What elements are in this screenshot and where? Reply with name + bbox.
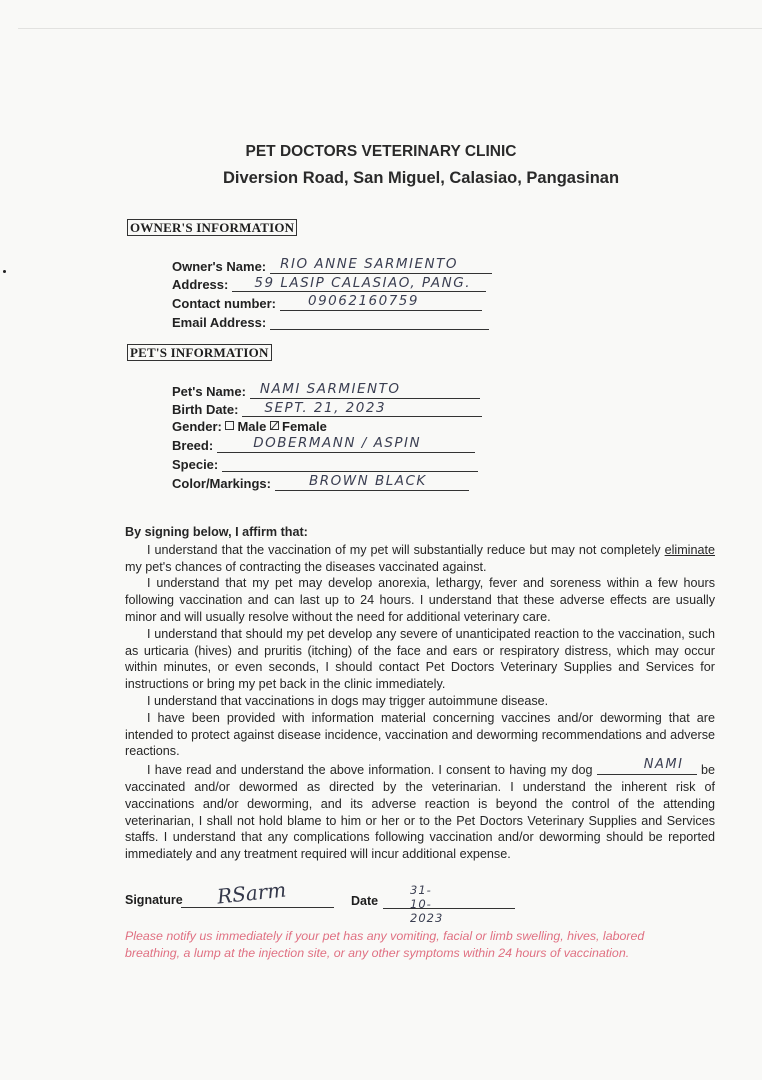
clinic-address: Diversion Road, San Miguel, Calasiao, Pangasinan xyxy=(222,169,620,187)
specie-label: Specie: xyxy=(172,457,219,472)
affirmation-paragraph-4: I understand that vaccinations in dogs may trigger autoimmune disease. xyxy=(147,693,549,708)
pet-info-heading: PET'S INFORMATION xyxy=(127,344,272,361)
affirmation-p1-underlined: eliminate xyxy=(664,542,715,557)
breed-label: Breed: xyxy=(172,438,214,453)
pet-name-value: NAMI SARMIENTO xyxy=(259,381,401,397)
affirmation-lead: By signing below, I affirm that: xyxy=(125,525,308,539)
affirmation-paragraph-3: I understand that should my pet develop any severe of unanticipated reaction to the vaccination, such as urticaria (hives) and pruritis (itching) of the face and ears or respiratory distress, which may occur within minutes, or even seconds, I should contact Pet Doctors Veterinary Supplies and Services for instructions or bring my pet back in the clinic immediately. xyxy=(125,626,715,692)
birth-date-label: Birth Date: xyxy=(172,402,239,417)
address-line xyxy=(232,274,486,292)
female-label: Female xyxy=(282,419,327,434)
male-label: Male xyxy=(237,419,267,434)
affirmation-paragraph-6 xyxy=(125,757,715,863)
date-value: 31-10-2023 xyxy=(410,883,444,925)
contact-label: Contact number: xyxy=(172,296,276,311)
affirmation-block xyxy=(125,524,715,863)
email-field xyxy=(172,312,489,330)
contact-line xyxy=(280,293,482,311)
gender-field xyxy=(172,419,327,434)
owner-info-heading: OWNER'S INFORMATION xyxy=(127,219,297,236)
signature-line xyxy=(181,907,334,908)
color-value: BROWN BLACK xyxy=(308,473,427,489)
address-field xyxy=(172,274,486,292)
pet-name-field xyxy=(172,381,480,399)
notify-notice: Please notify us immediately if your pet has any vomiting, facial or limb swelling, hives, labored breathing, a lump at the injection site, or any other symptoms within 24 hours of vaccination. xyxy=(125,929,645,960)
date-line xyxy=(383,908,515,909)
page-edge xyxy=(18,28,762,29)
pet-name-line xyxy=(250,381,480,399)
birth-date-line xyxy=(242,399,482,417)
owner-name-line xyxy=(270,256,492,274)
specie-line xyxy=(222,454,478,472)
breed-value: DOBERMANN / ASPIN xyxy=(253,435,422,451)
female-checkbox[interactable] xyxy=(270,421,279,430)
affirmation-paragraph-1 xyxy=(125,542,715,576)
dog-name-value: NAMI xyxy=(643,757,684,773)
dog-name-line xyxy=(597,757,697,775)
birth-date-value: SEPT. 21, 2023 xyxy=(264,400,387,416)
owner-name-field xyxy=(172,256,492,274)
breed-line xyxy=(217,435,475,453)
affirmation-p6-text-a: I have read and understand the above information. I consent to having my dog xyxy=(147,763,597,778)
email-line xyxy=(270,312,489,330)
breed-field xyxy=(172,435,475,453)
date-label: Date xyxy=(351,894,379,908)
owner-name-value: RIO ANNE SARMIENTO xyxy=(280,256,458,272)
address-value: 59 LASIP CALASIAO, PANG. xyxy=(254,275,471,291)
specie-field xyxy=(172,454,478,472)
contact-value: 09062160759 xyxy=(308,293,419,309)
color-label: Color/Markings: xyxy=(172,476,271,491)
male-checkbox[interactable] xyxy=(225,421,234,430)
email-label: Email Address: xyxy=(172,315,267,330)
color-field xyxy=(172,473,469,491)
birth-date-field xyxy=(172,399,482,417)
affirmation-paragraph-5: I have been provided with information material concerning vaccines and/or deworming that are intended to protect against disease incidence, vaccination and deworming recommendations and adverse reactions. xyxy=(125,710,715,759)
pet-name-label: Pet's Name: xyxy=(172,384,246,399)
signature-label: Signature xyxy=(125,893,183,907)
color-line xyxy=(275,473,469,491)
signature-mark: RSarm xyxy=(215,877,288,909)
affirmation-p1-text-b: my pet's chances of contracting the diseases vaccinated against. xyxy=(125,559,487,574)
affirmation-p1-text-a: I understand that the vaccination of my pet will substantially reduce but may not completely xyxy=(147,542,665,557)
gender-label: Gender: xyxy=(172,419,222,434)
contact-field xyxy=(172,293,482,311)
scan-speck xyxy=(3,270,6,273)
clinic-name: PET DOCTORS VETERINARY CLINIC xyxy=(245,143,517,160)
owner-name-label: Owner's Name: xyxy=(172,259,267,274)
affirmation-p6-text-b: be vaccinated and/or dewormed as directed by the veterinarian. I understand the inherent risk of vaccinations and/or deworming, and its adverse reaction is beyond the control of the attending veterinarian, I shall not hold blame to him or her or to the Pet Doctors Veterinary Supplies and Services staffs. I understand that any complications following vaccination and/or deworming should be reported immediately and any treatment required will incur additional expense. xyxy=(125,763,715,862)
address-label: Address: xyxy=(172,277,229,292)
affirmation-paragraph-2: I understand that my pet may develop anorexia, lethargy, fever and soreness within a few hours following vaccination and can last up to 24 hours. I understand that these adverse effects are usually minor and will usually resolve without the need for additional veterinary care. xyxy=(125,576,715,624)
